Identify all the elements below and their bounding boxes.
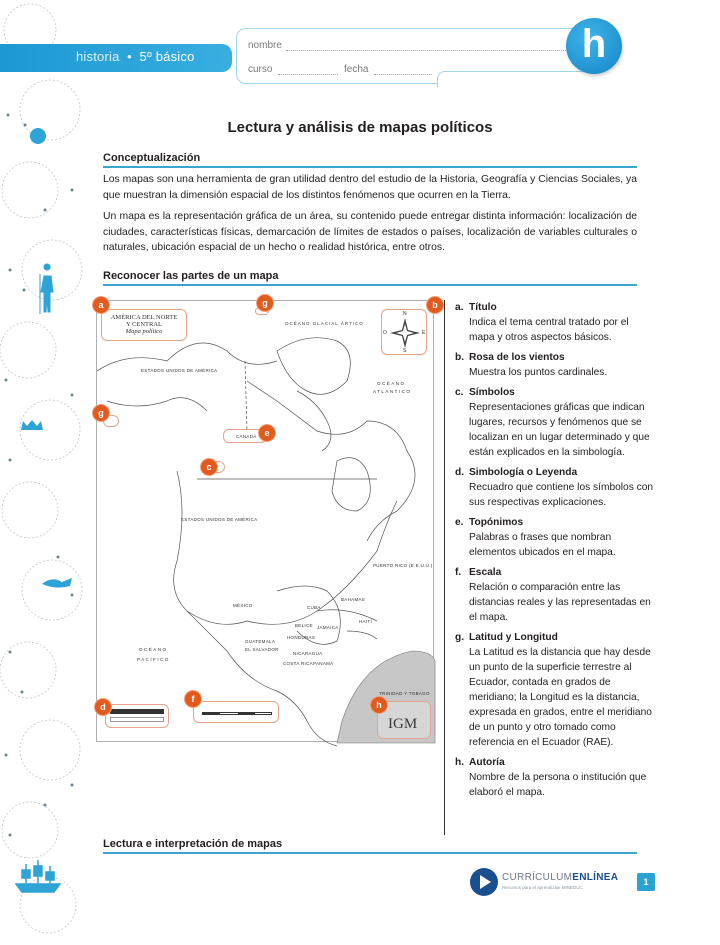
label-belice: BELICE [295, 623, 313, 628]
scale-box [193, 701, 279, 723]
label-jamaica: JAMAICA [317, 625, 339, 630]
label-usa-alaska: ESTADOS UNIDOS DE AMÉRICA [141, 368, 218, 373]
footer-brand: CURRÍCULUMENLÍNEA [502, 872, 619, 883]
decorative-strip [0, 0, 82, 940]
label-atlantic-1: OCÉANO [377, 381, 406, 386]
subject-label [76, 49, 195, 64]
badge-e: e [259, 425, 275, 441]
paragraph-2: Un mapa es la representación gráfica de un área, su contenido puede entregar distinta información: localización de ciudades, características físicas, demarcación de límites de estados o países, localización de variables culturales o naturales, ubicación espacial de un hecho o realidad histórica, entre otros. [103, 211, 637, 253]
definition-scale: f. Escala Relación o comparación entre las distancias reales y las representadas en el mapa. [455, 567, 651, 623]
compass-o: O [383, 330, 388, 336]
label-pacific-1: OCÉANO [139, 647, 168, 652]
definition-title: a. Título Indica el tema central tratado por el mapa y otros aspectos básicos. [455, 302, 629, 343]
compass-s: S [403, 348, 407, 354]
badge-a: a [93, 297, 109, 313]
course-label: curso [248, 64, 273, 75]
political-map [96, 298, 438, 742]
page-number: 1 [637, 873, 655, 891]
statue-icon [38, 268, 56, 316]
section-heading-map-parts: Reconocer las partes de un mapa [103, 270, 637, 286]
definition-lat-long: g. Latitud y Longitud La Latitud es la distancia que hay desde un punto de la superficie terrestre al Ecuador, contada en grados de meridiano; la Longitud es la distancia, expresada en grados, entre el meridiano de un punto y otro tomado como referencia en el Ecuador (RAE). [455, 632, 652, 748]
definition-toponyms: e. Topónimos Palabras o frases que nombran elementos ubicados en el mapa. [455, 517, 616, 558]
subject-separator: • [127, 49, 132, 64]
label-el-salvador: EL SALVADOR [245, 647, 279, 652]
label-costa-rica: COSTA RICA [283, 661, 313, 666]
map-title-line-1: AMÉRICA DEL NORTE [110, 314, 178, 321]
map-parts-definitions [444, 300, 654, 835]
section-heading-conceptualization: Conceptualización [103, 152, 637, 168]
page-title: Lectura y análisis de mapas políticos [227, 119, 493, 136]
definition-authorship: h. Autoría Nombre de la persona o institución que elaboró el mapa. [455, 757, 647, 798]
badge-f: f [185, 691, 201, 707]
compass-n: N [403, 311, 407, 317]
course-field[interactable] [278, 74, 338, 75]
label-trinidad: TRINIDAD Y TOBAGO [379, 691, 430, 696]
label-mexico: MÉXICO [233, 603, 253, 608]
compass-e: E [422, 330, 426, 336]
definition-symbols: c. Símbolos Representaciones gráficas que indican lugares, recursos y fenómenos que se localizan en un lugar determinado y que están explicados en la simbología. [455, 387, 650, 458]
badge-d: d [95, 699, 111, 715]
badge-g-top: g [257, 295, 273, 311]
student-info-card [236, 28, 586, 84]
definition-legend: d. Simbología o Leyenda Recuadro que contiene los símbolos con sus respectivas explicaciones. [455, 467, 654, 508]
crown-icon [20, 418, 44, 430]
label-haiti: HAITÍ [359, 619, 373, 624]
section-heading-reading: Lectura e interpretación de mapas [103, 838, 637, 854]
map-title-line-2: Y CENTRAL [125, 321, 163, 328]
curriculum-logo-icon [470, 868, 498, 896]
label-nicaragua: NICARAGUA [293, 651, 323, 656]
date-label: fecha [344, 64, 369, 75]
grade-label: 5º básico [139, 49, 195, 64]
name-label: nombre [248, 40, 282, 51]
badge-b: b [427, 297, 443, 313]
label-cuba: CUBA [307, 605, 321, 610]
label-canada: CANADÁ [236, 434, 257, 439]
history-logo: h [566, 18, 622, 74]
badge-c: c [201, 459, 217, 475]
map-title-line-3: Mapa político [125, 328, 163, 335]
definition-compass-rose: b. Rosa de los vientos Muestra los puntos cardinales. [455, 352, 608, 378]
paragraph-1: Los mapas son una herramienta de gran utilidad dentro del estudio de la Historia, Geografía y Ciencias Sociales, ya que muestran la dimensión espacial de los distintos fenómenos que ocurren en la Tierra. [103, 174, 637, 201]
label-puerto-rico: PUERTO RICO (E.E.U.U.) [373, 563, 433, 568]
label-atlantic-2: ATLÁNTICO [373, 389, 412, 394]
date-field[interactable] [374, 74, 432, 75]
label-guatemala: GUATEMALA [245, 639, 276, 644]
label-honduras: HONDURAS [287, 635, 316, 640]
ship-icon [14, 860, 62, 892]
subject-name: historia [76, 49, 120, 64]
igm-logo: IGM [388, 716, 418, 732]
label-arctic-ocean: OCÉANO GLACIAL ÁRTICO [285, 321, 364, 326]
badge-h: h [371, 697, 387, 713]
label-usa: ESTADOS UNIDOS DE AMÉRICA [181, 517, 258, 522]
map-title-box [101, 309, 187, 341]
fish-icon [42, 575, 74, 587]
label-panama: PANAMÁ [313, 661, 334, 666]
legend-box [105, 704, 169, 728]
label-pacific-2: PACÍFICO [137, 657, 170, 662]
badge-g-left: g [93, 405, 109, 421]
footer-tagline: Recursos para el aprendizaje MINEDUC [502, 885, 583, 890]
compass-rose-box [381, 309, 427, 355]
name-field[interactable] [286, 50, 570, 51]
label-bahamas: BAHAMAS [341, 597, 366, 602]
